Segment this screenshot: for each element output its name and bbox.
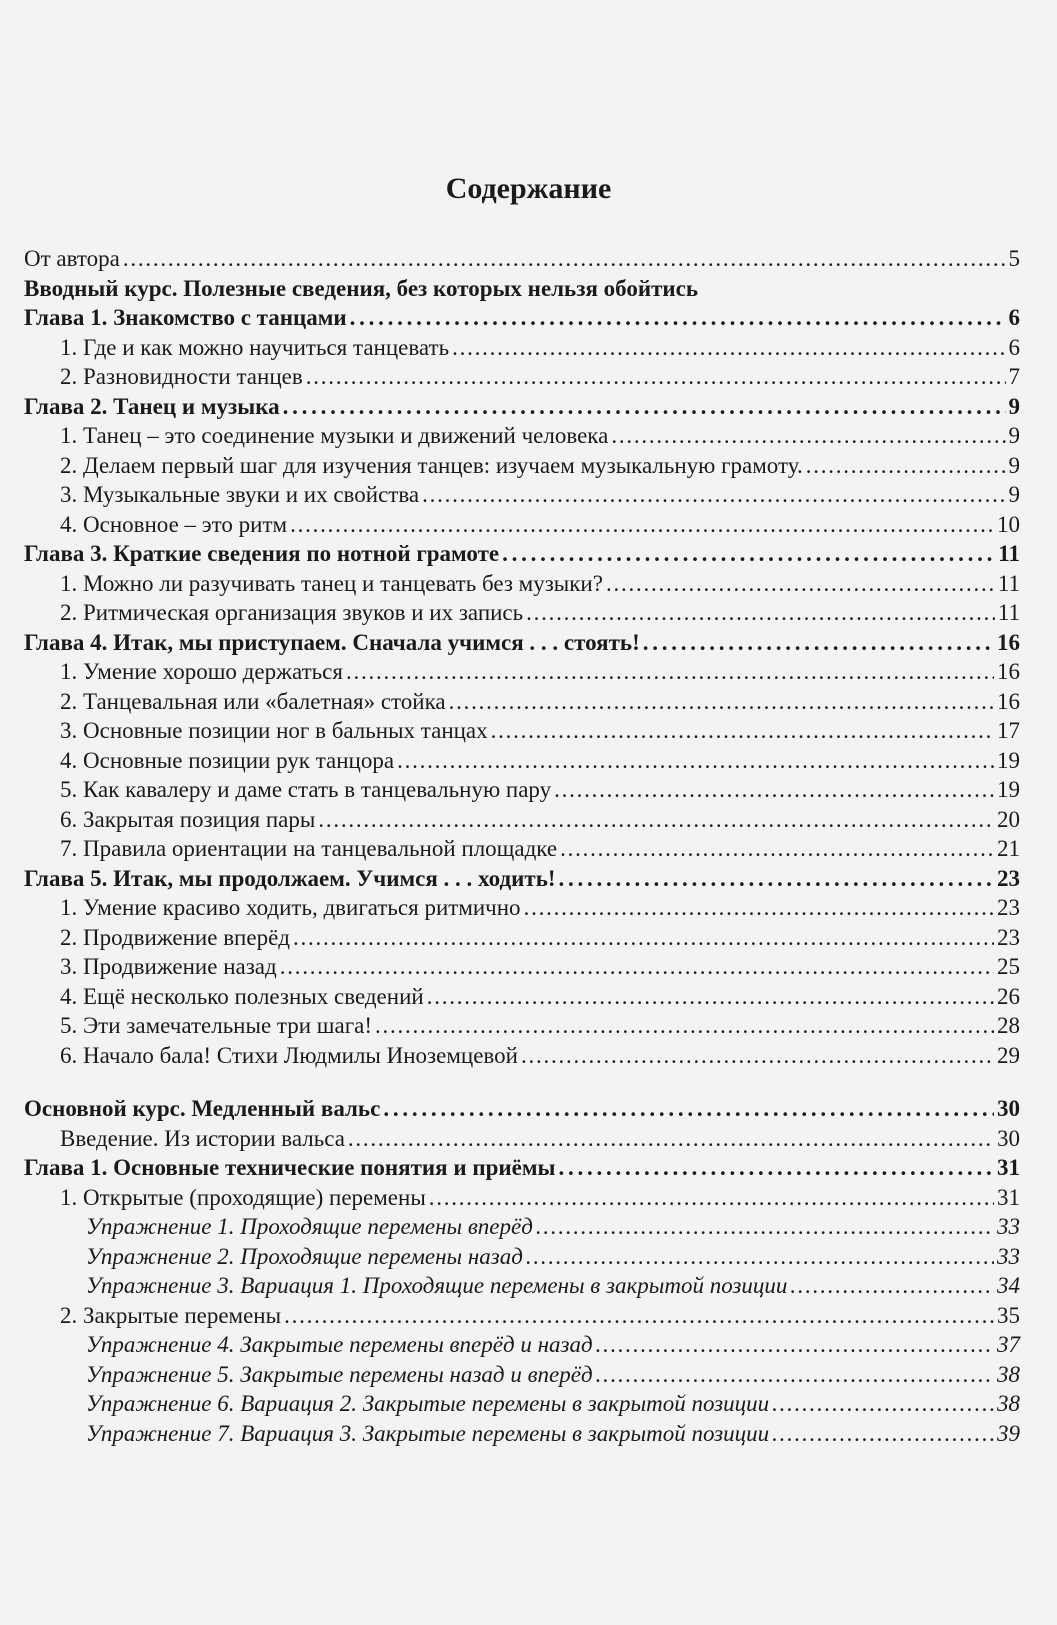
toc-page-number: 9 bbox=[1008, 452, 1020, 478]
toc-entry-title: 3. Музыкальные звуки и их свойства bbox=[60, 482, 420, 507]
dot-leader bbox=[558, 1153, 994, 1183]
toc-entry-title: Упражнение 7. Вариация 3. Закрытые перемены в закрытой позиции bbox=[86, 1420, 770, 1446]
toc-entry-title: Упражнение 3. Вариация 1. Проходящие перемены в закрытой позиции bbox=[86, 1273, 788, 1298]
dot-leader bbox=[449, 687, 994, 717]
toc-exercise bbox=[24, 1271, 1020, 1301]
dot-leader bbox=[502, 539, 995, 569]
toc-section bbox=[24, 510, 1020, 540]
toc-page-number: 11 bbox=[997, 600, 1020, 625]
dot-leader bbox=[559, 864, 994, 894]
toc-heading bbox=[24, 244, 1020, 274]
toc-page-number: 10 bbox=[997, 511, 1020, 537]
toc-page-number: 25 bbox=[997, 954, 1020, 979]
dot-leader bbox=[536, 1212, 994, 1242]
toc-heading bbox=[24, 392, 1020, 422]
dot-leader bbox=[596, 1360, 994, 1390]
toc-entry-title: Вводный курс. Полезные сведения, без которых нельзя обойтись bbox=[24, 275, 699, 301]
toc-page-number: 39 bbox=[997, 1420, 1020, 1446]
toc-page-number: 30 bbox=[997, 1125, 1020, 1151]
dot-leader bbox=[123, 244, 1006, 274]
toc-page-number: 30 bbox=[997, 1096, 1020, 1121]
toc-section bbox=[24, 716, 1020, 746]
toc-exercise bbox=[24, 1360, 1020, 1390]
dot-leader bbox=[524, 893, 994, 923]
toc-section bbox=[24, 1011, 1020, 1041]
dot-leader bbox=[293, 923, 994, 953]
toc-section bbox=[24, 421, 1020, 451]
table-of-contents bbox=[24, 244, 1020, 1448]
toc-entry-title: 1. Танец – это соединение музыки и движений человека bbox=[60, 423, 609, 448]
toc-page-number: 6 bbox=[1008, 334, 1020, 360]
toc-entry-title: 2. Разновидности танцев bbox=[60, 364, 303, 389]
dot-leader bbox=[554, 775, 994, 805]
dot-leader bbox=[397, 746, 994, 776]
toc-page-number: 34 bbox=[997, 1273, 1020, 1298]
toc-exercise bbox=[24, 1419, 1020, 1449]
toc-section bbox=[24, 657, 1020, 687]
toc-page-number: 17 bbox=[997, 718, 1020, 743]
toc-section bbox=[24, 1124, 1020, 1154]
toc-exercise bbox=[24, 1212, 1020, 1242]
toc-page-number: 38 bbox=[997, 1361, 1020, 1387]
dot-leader bbox=[350, 303, 1006, 333]
toc-entry-title: Упражнение 5. Закрытые перемены назад и вперёд bbox=[86, 1361, 593, 1387]
dot-leader bbox=[560, 834, 994, 864]
toc-heading bbox=[24, 1094, 1020, 1124]
dot-leader bbox=[318, 805, 994, 835]
toc-entry-title: 5. Как кавалеру и даме стать в танцевальную пару bbox=[60, 777, 552, 802]
toc-page-number: 29 bbox=[997, 1042, 1020, 1068]
toc-page-number: 7 bbox=[1008, 364, 1020, 389]
toc-entry-title: 1. Где и как можно научиться танцевать bbox=[60, 334, 450, 360]
dot-leader bbox=[283, 392, 1006, 422]
toc-entry-title: 3. Основные позиции ног в бальных танцах bbox=[60, 718, 488, 743]
toc-exercise bbox=[24, 1330, 1020, 1360]
toc-section bbox=[24, 598, 1020, 628]
toc-entry-title: 5. Эти замечательные три шага! bbox=[60, 1013, 373, 1038]
toc-entry-title: 2. Танцевальная или «балетная» стойка bbox=[60, 688, 446, 714]
toc-page-number: 38 bbox=[997, 1391, 1020, 1416]
toc-entry-title: Упражнение 1. Проходящие перемены вперёд bbox=[86, 1214, 533, 1239]
toc-page-number: 5 bbox=[1008, 246, 1020, 271]
toc-page-number: 33 bbox=[997, 1243, 1020, 1269]
toc-page-number: 35 bbox=[997, 1302, 1020, 1328]
dot-leader bbox=[429, 1183, 994, 1213]
toc-entry-title: От автора bbox=[24, 246, 120, 271]
dot-leader bbox=[491, 716, 994, 746]
dot-leader bbox=[383, 1094, 994, 1124]
toc-entry-title: 2. Делаем первый шаг для изучения танцев: изучаем музыкальную грамоту. bbox=[60, 452, 803, 478]
toc-entry-title: Глава 4. Итак, мы приступаем. Сначала учимся . . . стоять! bbox=[24, 629, 640, 655]
toc-page-number: 16 bbox=[997, 629, 1020, 655]
toc-section bbox=[24, 1183, 1020, 1213]
toc-entry-title: Глава 5. Итак, мы продолжаем. Учимся . . . ходить! bbox=[24, 865, 556, 891]
toc-section bbox=[24, 569, 1020, 599]
dot-leader bbox=[427, 982, 994, 1012]
toc-page-number: 11 bbox=[997, 570, 1020, 596]
toc-page-number: 26 bbox=[997, 983, 1020, 1009]
toc-heading bbox=[24, 539, 1020, 569]
toc-exercise bbox=[24, 1242, 1020, 1272]
toc-page-number: 19 bbox=[997, 747, 1020, 773]
toc-entry-title: Упражнение 2. Проходящие перемены назад bbox=[86, 1243, 523, 1269]
toc-entry-title: 3. Продвижение назад bbox=[60, 954, 277, 979]
toc-entry-title: 4. Основное – это ритм bbox=[60, 511, 288, 537]
toc-section bbox=[24, 805, 1020, 835]
toc-entry-title: Введение. Из истории вальса bbox=[60, 1125, 345, 1151]
toc-page-number: 20 bbox=[997, 806, 1020, 832]
dot-leader bbox=[790, 1271, 994, 1301]
toc-heading bbox=[24, 1153, 1020, 1183]
toc-entry-title: 1. Открытые (проходящие) перемены bbox=[60, 1184, 426, 1210]
toc-heading bbox=[24, 274, 1020, 304]
toc-entry-title: 1. Умение красиво ходить, двигаться ритмично bbox=[60, 895, 521, 920]
toc-page-number: 6 bbox=[1008, 305, 1020, 330]
toc-entry-title: Глава 1. Основные технические понятия и приёмы bbox=[24, 1155, 556, 1180]
toc-page-number: 23 bbox=[997, 924, 1020, 950]
toc-section bbox=[24, 362, 1020, 392]
toc-section bbox=[24, 333, 1020, 363]
toc-entry-title: Упражнение 6. Вариация 2. Закрытые перемены в закрытой позиции bbox=[86, 1391, 770, 1416]
toc-entry-title: 1. Умение хорошо держаться bbox=[60, 659, 343, 684]
toc-section bbox=[24, 775, 1020, 805]
toc-heading bbox=[24, 864, 1020, 894]
dot-leader bbox=[284, 1301, 994, 1331]
toc-section bbox=[24, 923, 1020, 953]
toc-entry-title: 7. Правила ориентации на танцевальной площадке bbox=[60, 836, 558, 861]
toc-page-number: 9 bbox=[1008, 423, 1020, 448]
toc-entry-title: 6. Закрытая позиция пары bbox=[60, 806, 316, 832]
dot-leader bbox=[348, 1124, 994, 1154]
toc-page-number: 16 bbox=[997, 659, 1020, 684]
toc-page-number: 21 bbox=[997, 836, 1020, 861]
dot-leader bbox=[606, 569, 995, 599]
toc-page-number: 33 bbox=[997, 1214, 1020, 1239]
toc-entry-title: 2. Закрытые перемены bbox=[60, 1302, 282, 1328]
toc-section bbox=[24, 952, 1020, 982]
toc-page-number: 28 bbox=[997, 1013, 1020, 1038]
toc-section bbox=[24, 982, 1020, 1012]
dot-leader bbox=[452, 333, 1005, 363]
dot-leader bbox=[280, 952, 994, 982]
toc-section bbox=[24, 1301, 1020, 1331]
dot-leader bbox=[306, 362, 1006, 392]
toc-section bbox=[24, 746, 1020, 776]
toc-section bbox=[24, 834, 1020, 864]
dot-leader bbox=[346, 657, 994, 687]
dot-leader bbox=[521, 1041, 994, 1071]
toc-page-number: 16 bbox=[997, 688, 1020, 714]
toc-entry-title: 4. Основные позиции рук танцора bbox=[60, 747, 395, 773]
toc-entry-title: Основной курс. Медленный вальс bbox=[24, 1096, 381, 1121]
toc-entry-title: Глава 1. Знакомство с танцами bbox=[24, 305, 347, 330]
toc-page-number: 19 bbox=[997, 777, 1020, 802]
dot-leader bbox=[806, 451, 1006, 481]
toc-heading bbox=[24, 628, 1020, 658]
toc-page-number: 9 bbox=[1008, 482, 1020, 507]
toc-entry-title: 1. Можно ли разучивать танец и танцевать без музыки? bbox=[60, 570, 603, 596]
toc-entry-title: Упражнение 4. Закрытые перемены вперёд и назад bbox=[86, 1332, 593, 1357]
toc-page-number: 31 bbox=[997, 1155, 1020, 1180]
toc-entry-title: 4. Ещё несколько полезных сведений bbox=[60, 983, 424, 1009]
dot-leader bbox=[772, 1389, 994, 1419]
dot-leader bbox=[290, 510, 994, 540]
dot-leader bbox=[611, 421, 1005, 451]
dot-leader bbox=[526, 1242, 994, 1272]
toc-entry-title: 2. Продвижение вперёд bbox=[60, 924, 290, 950]
toc-exercise bbox=[24, 1389, 1020, 1419]
toc-page-number: 11 bbox=[998, 541, 1020, 566]
page-title: Содержание bbox=[445, 172, 612, 205]
dot-leader bbox=[375, 1011, 994, 1041]
toc-section bbox=[24, 1041, 1020, 1071]
dot-leader bbox=[643, 628, 994, 658]
dot-leader bbox=[596, 1330, 994, 1360]
toc-page-number: 9 bbox=[1008, 393, 1020, 419]
toc-section bbox=[24, 687, 1020, 717]
toc-heading bbox=[24, 303, 1020, 333]
dot-leader bbox=[772, 1419, 994, 1449]
toc-section bbox=[24, 893, 1020, 923]
toc-page-number: 37 bbox=[997, 1332, 1020, 1357]
toc-section bbox=[24, 451, 1020, 481]
toc-section bbox=[24, 480, 1020, 510]
toc-entry-title: 6. Начало бала! Стихи Людмилы Иноземцевой bbox=[60, 1042, 518, 1068]
dot-leader bbox=[422, 480, 1005, 510]
toc-page-number: 23 bbox=[997, 865, 1020, 891]
toc-page-number: 23 bbox=[997, 895, 1020, 920]
toc-entry-title: 2. Ритмическая организация звуков и их запись bbox=[60, 600, 524, 625]
toc-page-number: 31 bbox=[997, 1184, 1020, 1210]
toc-entry-title: Глава 2. Танец и музыка bbox=[24, 393, 280, 419]
toc-entry-title: Глава 3. Краткие сведения по нотной грамоте bbox=[24, 541, 500, 566]
dot-leader bbox=[526, 598, 995, 628]
